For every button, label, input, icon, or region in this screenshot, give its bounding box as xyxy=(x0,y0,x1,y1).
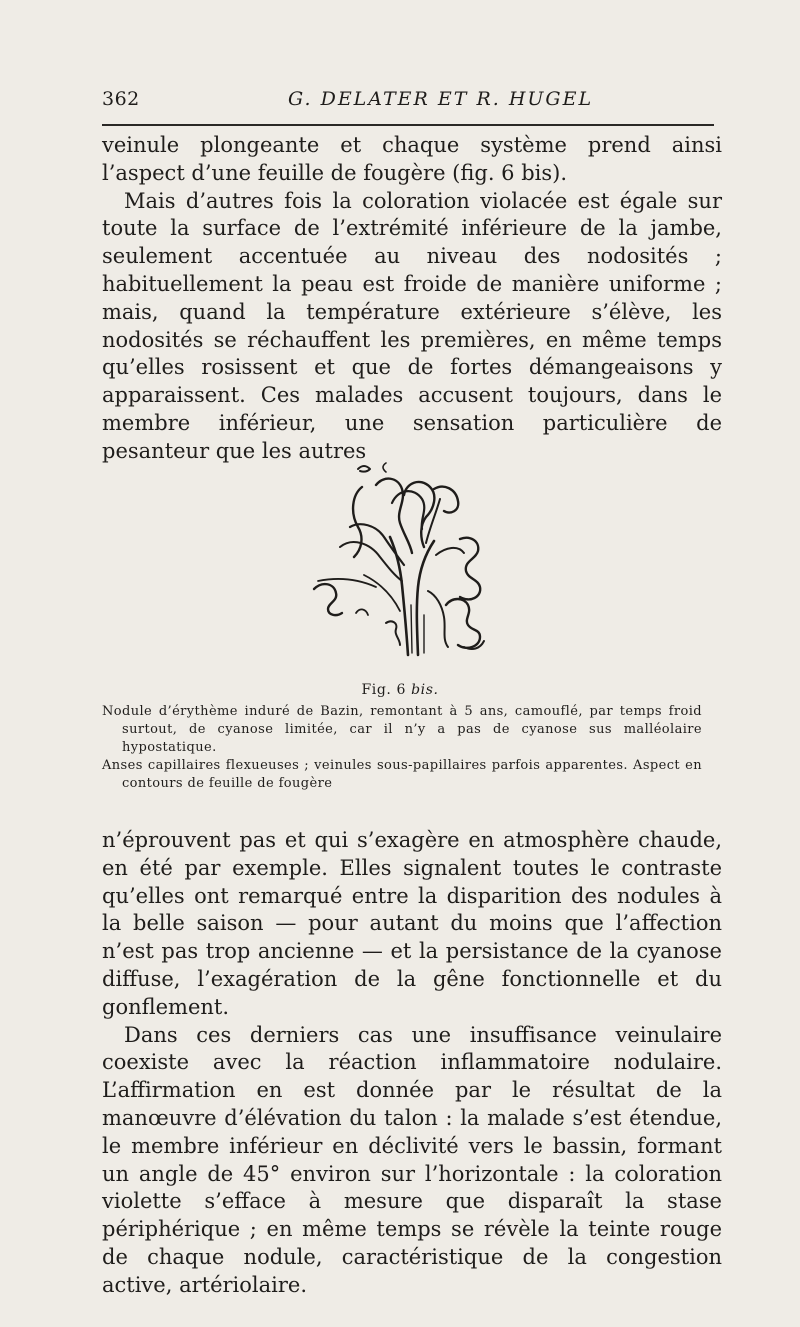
running-title: G. DELATER ET R. HUGEL xyxy=(288,88,594,110)
caption-line: Anses capillaires flexueuses ; veinules sous-papillaires parfois apparentes. Aspect en contours de feuille de fougère xyxy=(102,758,702,791)
page-number: 362 xyxy=(102,88,140,110)
body-text-top xyxy=(102,132,722,466)
figure-label-suffix: bis. xyxy=(411,682,439,698)
paragraph: Dans ces derniers cas une insuffisance veinulaire coexiste avec la réaction inflammatoire nodulaire. L’affirmation en est donnée par le résultat de la manœuvre d’élévation du talon : la malade s’est étendue, le membre inférieur en déclivité vers le bassin, formant un angle de 45° environ sur l’horizontale : la coloration violette s’efface à mesure que disparaît la stase périphérique ; en même temps se révèle la teinte rouge de chaque nodule, caractéristique de la congestion active, artériolaire. xyxy=(102,1022,722,1297)
figure-label-prefix: Fig. 6 xyxy=(361,682,406,698)
caption-line: Nodule d’érythème induré de Bazin, remontant à 5 ans, camouflé, par temps froid surtout, de cyanose limitée, car il n’y a pas de cyanose sus malléolaire hypostatique. xyxy=(102,704,702,755)
running-head xyxy=(102,88,714,118)
figure-label xyxy=(0,682,800,698)
paragraph-continued: n’éprouvent pas et qui s’exagère en atmosphère chaude, en été par exemple. Elles signalent toutes le contraste qu’elles ont remarqué entre la disparition des nodules à la belle saison — pour autant du moins que l’affection n’est pas trop ancienne — et la persistance de la cyanose diffuse, l’exagération de la gêne fonctionnelle et du gonflement. xyxy=(102,828,722,1019)
capillary-fern-drawing-icon xyxy=(300,455,520,675)
paragraph: Mais d’autres fois la coloration violacée est égale sur toute la surface de l’extrémité inférieure de la jambe, seulement accentuée au niveau des nodosités ; habituellement la peau est froide de manière uniforme ; mais, quand la température extérieure s’élève, les nodosités se réchauffent les premières, en même temps qu’elles rosissent et que de fortes démangeaisons y apparaissent. Ces malades accusent toujours, dans le membre inférieur, une sensation particulière de pesanteur que les autres xyxy=(102,188,722,463)
body-text-bottom xyxy=(102,827,722,1300)
header-rule xyxy=(102,124,714,126)
figure-caption xyxy=(102,703,702,793)
paragraph-continued: veinule plongeante et chaque système prend ainsi l’aspect d’une feuille de fougère (fig. 6 bis). xyxy=(102,133,722,185)
